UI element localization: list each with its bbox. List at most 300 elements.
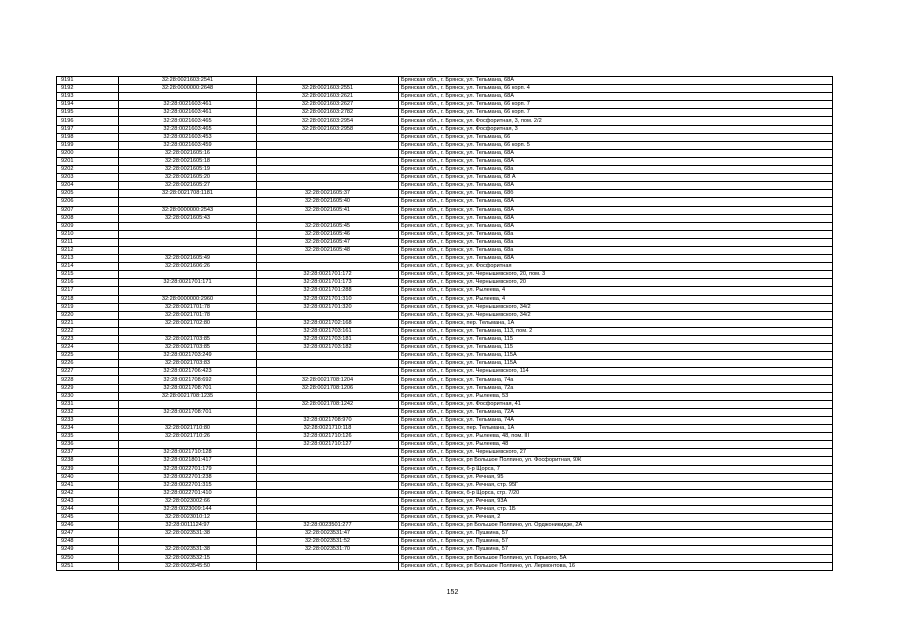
table-row (57, 287, 833, 295)
related-cadastral-number-cell: 32:28:0021708:1206 (257, 384, 399, 392)
cadastral-number-cell: 32:28:0000000:2648 (119, 85, 257, 93)
row-number-cell: 9229 (57, 384, 119, 392)
address-cell: Брянская обл., г. Брянск, ул. Фосфоритная, 3 (399, 125, 833, 133)
cadastral-table (56, 76, 833, 571)
table-row (57, 279, 833, 287)
address-cell: Брянская обл., г. Брянск, ул. Тельмана, 68А (399, 255, 833, 263)
row-number-cell: 9236 (57, 441, 119, 449)
table-row (57, 166, 833, 174)
table-row (57, 497, 833, 505)
address-cell: Брянская обл., г. Брянск, ул. Тельмана, 113, пом. 2 (399, 327, 833, 335)
row-number-cell: 9193 (57, 93, 119, 101)
table-row (57, 238, 833, 246)
cadastral-number-cell: 32:28:0021706:423 (119, 368, 257, 376)
related-cadastral-number-cell: 32:28:0021701:320 (257, 303, 399, 311)
row-number-cell: 9240 (57, 473, 119, 481)
address-cell: Брянская обл., г. Брянск, ул. Тельмана, 66 корп. 5 (399, 141, 833, 149)
row-number-cell: 9243 (57, 497, 119, 505)
address-cell: Брянская обл., г. Брянск, ул. Фосфоритная, 41 (399, 400, 833, 408)
related-cadastral-number-cell (257, 157, 399, 165)
row-number-cell: 9247 (57, 530, 119, 538)
row-number-cell: 9199 (57, 141, 119, 149)
row-number-cell: 9210 (57, 230, 119, 238)
related-cadastral-number-cell: 32:28:0021708:970 (257, 416, 399, 424)
row-number-cell: 9219 (57, 303, 119, 311)
related-cadastral-number-cell (257, 514, 399, 522)
cadastral-number-cell (119, 538, 257, 546)
table-row (57, 133, 833, 141)
address-cell: Брянская обл., г. Брянск, ул. Чернышевского, 20, пом. 3 (399, 271, 833, 279)
row-number-cell: 9200 (57, 149, 119, 157)
row-number-cell: 9196 (57, 117, 119, 125)
cadastral-number-cell: 32:28:0021708:701 (119, 408, 257, 416)
table-row (57, 344, 833, 352)
related-cadastral-number-cell (257, 360, 399, 368)
related-cadastral-number-cell: 32:28:0021701:173 (257, 279, 399, 287)
table-row (57, 481, 833, 489)
address-cell: Брянская обл., г. Брянск, ул. Тельмана, 68А (399, 157, 833, 165)
address-cell: Брянская обл., г. Брянск, ул. Тельмана, 68А (399, 222, 833, 230)
cadastral-number-cell: 32:28:0021703:85 (119, 336, 257, 344)
cadastral-number-cell: 32:28:0021710:80 (119, 425, 257, 433)
cadastral-number-cell (119, 271, 257, 279)
table-row (57, 360, 833, 368)
address-cell: Брянская обл., г. Брянск, рп Большое Полпино, ул. Лермонтова, 16 (399, 562, 833, 570)
address-cell: Брянская обл., г. Брянск, ул. Тельмана, 68А (399, 214, 833, 222)
related-cadastral-number-cell (257, 133, 399, 141)
table-row (57, 230, 833, 238)
row-number-cell: 9241 (57, 481, 119, 489)
cadastral-number-cell (119, 441, 257, 449)
row-number-cell: 9213 (57, 255, 119, 263)
address-cell: Брянская обл., г. Брянск, ул. Чернышевского, 34/2 (399, 303, 833, 311)
related-cadastral-number-cell: 32:28:0021701:288 (257, 287, 399, 295)
row-number-cell: 9223 (57, 336, 119, 344)
address-cell: Брянская обл., г. Брянск, пер. Тельмана, 1А (399, 425, 833, 433)
address-cell: Брянская обл., г. Брянск, ул. Чернышевского, 114 (399, 368, 833, 376)
row-number-cell: 9221 (57, 319, 119, 327)
related-cadastral-number-cell (257, 368, 399, 376)
address-cell: Брянская обл., г. Брянск, ул. Речная, стр. 95Г (399, 481, 833, 489)
related-cadastral-number-cell: 32:28:0021605:45 (257, 222, 399, 230)
address-cell: Брянская обл., г. Брянск, ул. Тельмана, 68А (399, 198, 833, 206)
row-number-cell: 9218 (57, 295, 119, 303)
related-cadastral-number-cell (257, 489, 399, 497)
table-row (57, 190, 833, 198)
related-cadastral-number-cell: 32:28:0021603:2621 (257, 93, 399, 101)
related-cadastral-number-cell (257, 497, 399, 505)
row-number-cell: 9191 (57, 77, 119, 85)
related-cadastral-number-cell (257, 149, 399, 157)
related-cadastral-number-cell: 32:28:0021605:46 (257, 230, 399, 238)
row-number-cell: 9237 (57, 449, 119, 457)
related-cadastral-number-cell: 32:28:0021703:182 (257, 344, 399, 352)
row-number-cell: 9203 (57, 174, 119, 182)
cadastral-number-cell: 32:28:0021701:78 (119, 311, 257, 319)
cadastral-number-cell: 32:28:0000000:2543 (119, 206, 257, 214)
row-number-cell: 9216 (57, 279, 119, 287)
row-number-cell: 9245 (57, 514, 119, 522)
row-number-cell: 9205 (57, 190, 119, 198)
table-row (57, 368, 833, 376)
cadastral-number-cell: 32:28:0023545:50 (119, 562, 257, 570)
address-cell: Брянская обл., г. Брянск, б-р Щорса, 7 (399, 465, 833, 473)
cadastral-number-cell (119, 238, 257, 246)
address-cell: Брянская обл., г. Брянск, рп Большое Полпино, ул. Фосфоритная, 9Ж (399, 457, 833, 465)
related-cadastral-number-cell: 32:28:0021703:181 (257, 336, 399, 344)
related-cadastral-number-cell (257, 457, 399, 465)
cadastral-number-cell: 32:28:0023532:15 (119, 554, 257, 562)
address-cell: Брянская обл., г. Брянск, ул. Тельмана, 68А (399, 149, 833, 157)
table-row (57, 538, 833, 546)
row-number-cell: 9211 (57, 238, 119, 246)
cadastral-number-cell: 32:28:0021701:171 (119, 279, 257, 287)
cadastral-number-cell: 32:28:0021603:2541 (119, 77, 257, 85)
cadastral-number-cell (119, 400, 257, 408)
row-number-cell: 9227 (57, 368, 119, 376)
address-cell: Брянская обл., г. Брянск, ул. Речная, 95 (399, 473, 833, 481)
row-number-cell: 9230 (57, 392, 119, 400)
cadastral-number-cell: 32:28:0021605:27 (119, 182, 257, 190)
table-row (57, 400, 833, 408)
related-cadastral-number-cell (257, 141, 399, 149)
address-cell: Брянская обл., г. Брянск, ул. Чернышевского, 20 (399, 279, 833, 287)
related-cadastral-number-cell: 32:28:0023501:277 (257, 522, 399, 530)
table-row (57, 85, 833, 93)
row-number-cell: 9242 (57, 489, 119, 497)
document-sheet (56, 76, 832, 571)
table-row (57, 271, 833, 279)
row-number-cell: 9224 (57, 344, 119, 352)
related-cadastral-number-cell (257, 562, 399, 570)
row-number-cell: 9228 (57, 376, 119, 384)
table-row (57, 77, 833, 85)
row-number-cell: 9197 (57, 125, 119, 133)
address-cell: Брянская обл., г. Брянск, ул. Пушкина, 57 (399, 546, 833, 554)
address-cell: Брянская обл., г. Брянск, ул. Речная, 93А (399, 497, 833, 505)
address-cell: Брянская обл., г. Брянск, ул. Тельмана, 68б (399, 190, 833, 198)
related-cadastral-number-cell: 32:28:0021708:1242 (257, 400, 399, 408)
address-cell: Брянская обл., г. Брянск, ул. Тельмана, 66 корп. 4 (399, 85, 833, 93)
table-row (57, 125, 833, 133)
cadastral-number-cell: 32:28:0021708:692 (119, 376, 257, 384)
row-number-cell: 9226 (57, 360, 119, 368)
cadastral-number-cell: 32:28:0021603:461 (119, 109, 257, 117)
related-cadastral-number-cell (257, 255, 399, 263)
related-cadastral-number-cell (257, 392, 399, 400)
cadastral-number-cell: 32:28:0021605:16 (119, 149, 257, 157)
row-number-cell: 9220 (57, 311, 119, 319)
row-number-cell: 9207 (57, 206, 119, 214)
cadastral-number-cell: 32:28:0021603:465 (119, 125, 257, 133)
row-number-cell: 9250 (57, 554, 119, 562)
table-row (57, 457, 833, 465)
row-number-cell: 9206 (57, 198, 119, 206)
address-cell: Брянская обл., г. Брянск, ул. Тельмана, 66 корп. 7 (399, 101, 833, 109)
related-cadastral-number-cell: 32:28:0021701:172 (257, 271, 399, 279)
address-cell: Брянская обл., г. Брянск, ул. Тельмана, 68А (399, 77, 833, 85)
table-row (57, 109, 833, 117)
table-row (57, 408, 833, 416)
row-number-cell: 9239 (57, 465, 119, 473)
table-row (57, 303, 833, 311)
cadastral-number-cell: 32:28:0021701:78 (119, 303, 257, 311)
related-cadastral-number-cell: 32:28:0021702:168 (257, 319, 399, 327)
address-cell: Брянская обл., г. Брянск, ул. Чернышевского, 34/2 (399, 311, 833, 319)
cadastral-number-cell: 32:28:0000000:2960 (119, 295, 257, 303)
cadastral-number-cell: 32:28:0021710:128 (119, 449, 257, 457)
row-number-cell: 9232 (57, 408, 119, 416)
row-number-cell: 9192 (57, 85, 119, 93)
table-row (57, 117, 833, 125)
related-cadastral-number-cell (257, 352, 399, 360)
related-cadastral-number-cell: 32:28:0021710:126 (257, 433, 399, 441)
cadastral-number-cell: 32:28:0021605:19 (119, 166, 257, 174)
related-cadastral-number-cell: 32:28:0021603:2551 (257, 85, 399, 93)
cadastral-number-cell: 32:28:0021603:453 (119, 133, 257, 141)
related-cadastral-number-cell (257, 166, 399, 174)
related-cadastral-number-cell: 32:28:0021605:48 (257, 246, 399, 254)
address-cell: Брянская обл., г. Брянск, ул. Рылеева, 4 (399, 287, 833, 295)
cadastral-number-cell: 32:28:0022701:238 (119, 473, 257, 481)
cadastral-number-cell: 32:28:0021703:85 (119, 344, 257, 352)
address-cell: Брянская обл., г. Брянск, ул. Тельмана, 68А (399, 93, 833, 101)
table-row (57, 327, 833, 335)
related-cadastral-number-cell (257, 182, 399, 190)
address-cell: Брянская обл., г. Брянск, ул. Тельмана, 68 А (399, 174, 833, 182)
row-number-cell: 9235 (57, 433, 119, 441)
table-row (57, 198, 833, 206)
cadastral-number-cell: 32:28:0021603:465 (119, 117, 257, 125)
cadastral-number-cell (119, 287, 257, 295)
table-row (57, 157, 833, 165)
address-cell: Брянская обл., г. Брянск, ул. Тельмана, 115 (399, 344, 833, 352)
cadastral-number-cell (119, 246, 257, 254)
cadastral-number-cell: 32:28:0021703:249 (119, 352, 257, 360)
table-row (57, 530, 833, 538)
related-cadastral-number-cell (257, 263, 399, 271)
row-number-cell: 9249 (57, 546, 119, 554)
table-row (57, 465, 833, 473)
related-cadastral-number-cell (257, 481, 399, 489)
table-row (57, 311, 833, 319)
related-cadastral-number-cell (257, 449, 399, 457)
cadastral-number-cell (119, 198, 257, 206)
cadastral-number-cell: 32:28:0021603:461 (119, 101, 257, 109)
address-cell: Брянская обл., г. Брянск, рп Большое Полпино, ул. Орджоникидзе, 2А (399, 522, 833, 530)
related-cadastral-number-cell: 32:28:0021603:2954 (257, 117, 399, 125)
address-cell: Брянская обл., г. Брянск, ул. Тельмана, 115А (399, 360, 833, 368)
table-row (57, 295, 833, 303)
cadastral-number-cell: 32:28:0023010:12 (119, 514, 257, 522)
related-cadastral-number-cell (257, 174, 399, 182)
row-number-cell: 9217 (57, 287, 119, 295)
related-cadastral-number-cell: 32:28:0021710:118 (257, 425, 399, 433)
related-cadastral-number-cell (257, 311, 399, 319)
row-number-cell: 9234 (57, 425, 119, 433)
table-row (57, 505, 833, 513)
page-number: 152 (446, 589, 459, 596)
row-number-cell: 9238 (57, 457, 119, 465)
cadastral-number-cell (119, 222, 257, 230)
related-cadastral-number-cell: 32:28:0021605:41 (257, 206, 399, 214)
row-number-cell: 9225 (57, 352, 119, 360)
row-number-cell: 9194 (57, 101, 119, 109)
cadastral-number-cell: 32:28:0021605:43 (119, 214, 257, 222)
row-number-cell: 9198 (57, 133, 119, 141)
cadastral-number-cell: 32:28:0021708:701 (119, 384, 257, 392)
row-number-cell: 9251 (57, 562, 119, 570)
table-row (57, 149, 833, 157)
table-row (57, 449, 833, 457)
row-number-cell: 9231 (57, 400, 119, 408)
table-row (57, 214, 833, 222)
row-number-cell: 9214 (57, 263, 119, 271)
row-number-cell: 9195 (57, 109, 119, 117)
cadastral-number-cell (119, 93, 257, 101)
related-cadastral-number-cell (257, 214, 399, 222)
cadastral-number-cell: 32:28:0021708:1235 (119, 392, 257, 400)
cadastral-number-cell: 32:28:0022701:179 (119, 465, 257, 473)
address-cell: Брянская обл., г. Брянск, ул. Тельмана, 68А (399, 182, 833, 190)
address-cell: Брянская обл., г. Брянск, ул. Тельмана, 66 корп. 7 (399, 109, 833, 117)
address-cell: Брянская обл., г. Брянск, ул. Чернышевского, 27 (399, 449, 833, 457)
table-row (57, 255, 833, 263)
table-row (57, 441, 833, 449)
cadastral-number-cell (119, 230, 257, 238)
related-cadastral-number-cell (257, 465, 399, 473)
table-row (57, 473, 833, 481)
cadastral-number-cell: 32:28:0021801:417 (119, 457, 257, 465)
address-cell: Брянская обл., г. Брянск, ул. Тельмана, 68а (399, 166, 833, 174)
cadastral-number-cell: 32:28:0023531:38 (119, 530, 257, 538)
row-number-cell: 9212 (57, 246, 119, 254)
table-row (57, 554, 833, 562)
row-number-cell: 9202 (57, 166, 119, 174)
cadastral-number-cell: 32:28:0023002:66 (119, 497, 257, 505)
cadastral-number-cell: 32:28:0021703:83 (119, 360, 257, 368)
address-cell: Брянская обл., г. Брянск, ул. Тельмана, 72А (399, 408, 833, 416)
cadastral-number-cell: 32:28:0021605:18 (119, 157, 257, 165)
address-cell: Брянская обл., г. Брянск, пер. Тельмана, 1А (399, 319, 833, 327)
table-row (57, 416, 833, 424)
related-cadastral-number-cell: 32:28:0021710:127 (257, 441, 399, 449)
row-number-cell: 9222 (57, 327, 119, 335)
table-row (57, 522, 833, 530)
table-row (57, 182, 833, 190)
related-cadastral-number-cell: 32:28:0023531:70 (257, 546, 399, 554)
table-row (57, 489, 833, 497)
address-cell: Брянская обл., г. Брянск, ул. Тельмана, 115 (399, 336, 833, 344)
related-cadastral-number-cell: 32:28:0021603:2782 (257, 109, 399, 117)
address-cell: Брянская обл., г. Брянск, ул. Фосфоритная, 3, пом. 2/2 (399, 117, 833, 125)
table-row (57, 546, 833, 554)
related-cadastral-number-cell: 32:28:0021603:2958 (257, 125, 399, 133)
table-row (57, 246, 833, 254)
address-cell: Брянская обл., г. Брянск, ул. Тельмана, 68а (399, 238, 833, 246)
cadastral-number-cell: 32:28:0023531:38 (119, 546, 257, 554)
cadastral-number-cell: 32:28:0022701:410 (119, 489, 257, 497)
address-cell: Брянская обл., г. Брянск, б-р Щорса, стр. 7/20 (399, 489, 833, 497)
table-body (57, 77, 833, 571)
row-number-cell: 9204 (57, 182, 119, 190)
address-cell: Брянская обл., г. Брянск, ул. Пушкина, 57 (399, 538, 833, 546)
row-number-cell: 9246 (57, 522, 119, 530)
address-cell: Брянская обл., г. Брянск, ул. Рылеева, 4 (399, 295, 833, 303)
cadastral-number-cell: 32:28:0021605:20 (119, 174, 257, 182)
address-cell: Брянская обл., г. Брянск, ул. Тельмана, 66 (399, 133, 833, 141)
address-cell: Брянская обл., г. Брянск, ул. Речная, 2 (399, 514, 833, 522)
related-cadastral-number-cell: 32:28:0021603:2627 (257, 101, 399, 109)
row-number-cell: 9233 (57, 416, 119, 424)
address-cell: Брянская обл., г. Брянск, ул. Пушкина, 57 (399, 530, 833, 538)
related-cadastral-number-cell: 32:28:0023531:47 (257, 530, 399, 538)
address-cell: Брянская обл., г. Брянск, ул. Речная, стр. 1Б (399, 505, 833, 513)
table-row (57, 376, 833, 384)
related-cadastral-number-cell (257, 408, 399, 416)
cadastral-number-cell: 32:28:0021710:26 (119, 433, 257, 441)
table-row (57, 514, 833, 522)
cadastral-number-cell: 32:28:0011124:97 (119, 522, 257, 530)
cadastral-number-cell: 32:28:0021702:80 (119, 319, 257, 327)
row-number-cell: 9209 (57, 222, 119, 230)
cadastral-number-cell (119, 327, 257, 335)
row-number-cell: 9201 (57, 157, 119, 165)
address-cell: Брянская обл., г. Брянск, ул. Тельмана, 68а (399, 230, 833, 238)
table-row (57, 263, 833, 271)
table-row (57, 384, 833, 392)
table-row (57, 352, 833, 360)
table-row (57, 93, 833, 101)
cadastral-number-cell (119, 416, 257, 424)
address-cell: Брянская обл., г. Брянск, ул. Фосфоритная (399, 263, 833, 271)
related-cadastral-number-cell: 32:28:0021701:310 (257, 295, 399, 303)
cadastral-number-cell: 32:28:0023009:144 (119, 505, 257, 513)
related-cadastral-number-cell: 32:28:0021703:161 (257, 327, 399, 335)
address-cell: Брянская обл., г. Брянск, ул. Тельмана, 68А (399, 206, 833, 214)
address-cell: Брянская обл., г. Брянск, ул. Тельмана, 115А (399, 352, 833, 360)
related-cadastral-number-cell (257, 473, 399, 481)
address-cell: Брянская обл., г. Брянск, ул. Рылеева, 48, пом. III (399, 433, 833, 441)
related-cadastral-number-cell (257, 554, 399, 562)
row-number-cell: 9208 (57, 214, 119, 222)
related-cadastral-number-cell: 32:28:0023531:52 (257, 538, 399, 546)
table-row (57, 101, 833, 109)
table-row (57, 562, 833, 570)
row-number-cell: 9244 (57, 505, 119, 513)
cadastral-number-cell: 32:28:0021603:459 (119, 141, 257, 149)
cadastral-number-cell: 32:28:0021708:1181 (119, 190, 257, 198)
address-cell: Брянская обл., г. Брянск, ул. Тельмана, 74а (399, 376, 833, 384)
table-row (57, 222, 833, 230)
address-cell: Брянская обл., г. Брянск, ул. Тельмана, 74А (399, 416, 833, 424)
address-cell: Брянская обл., г. Брянск, ул. Тельмана, 68а (399, 246, 833, 254)
address-cell: Брянская обл., г. Брянск, ул. Тельмана, 72а (399, 384, 833, 392)
table-row (57, 433, 833, 441)
related-cadastral-number-cell: 32:28:0021605:37 (257, 190, 399, 198)
table-row (57, 336, 833, 344)
address-cell: Брянская обл., г. Брянск, ул. Рылеева, 53 (399, 392, 833, 400)
related-cadastral-number-cell (257, 505, 399, 513)
table-row (57, 141, 833, 149)
related-cadastral-number-cell: 32:28:0021605:47 (257, 238, 399, 246)
cadastral-number-cell: 32:28:0021605:49 (119, 255, 257, 263)
row-number-cell: 9215 (57, 271, 119, 279)
table-row (57, 319, 833, 327)
table-row (57, 425, 833, 433)
table-row (57, 392, 833, 400)
address-cell: Брянская обл., г. Брянск, ул. Рылеева, 48 (399, 441, 833, 449)
